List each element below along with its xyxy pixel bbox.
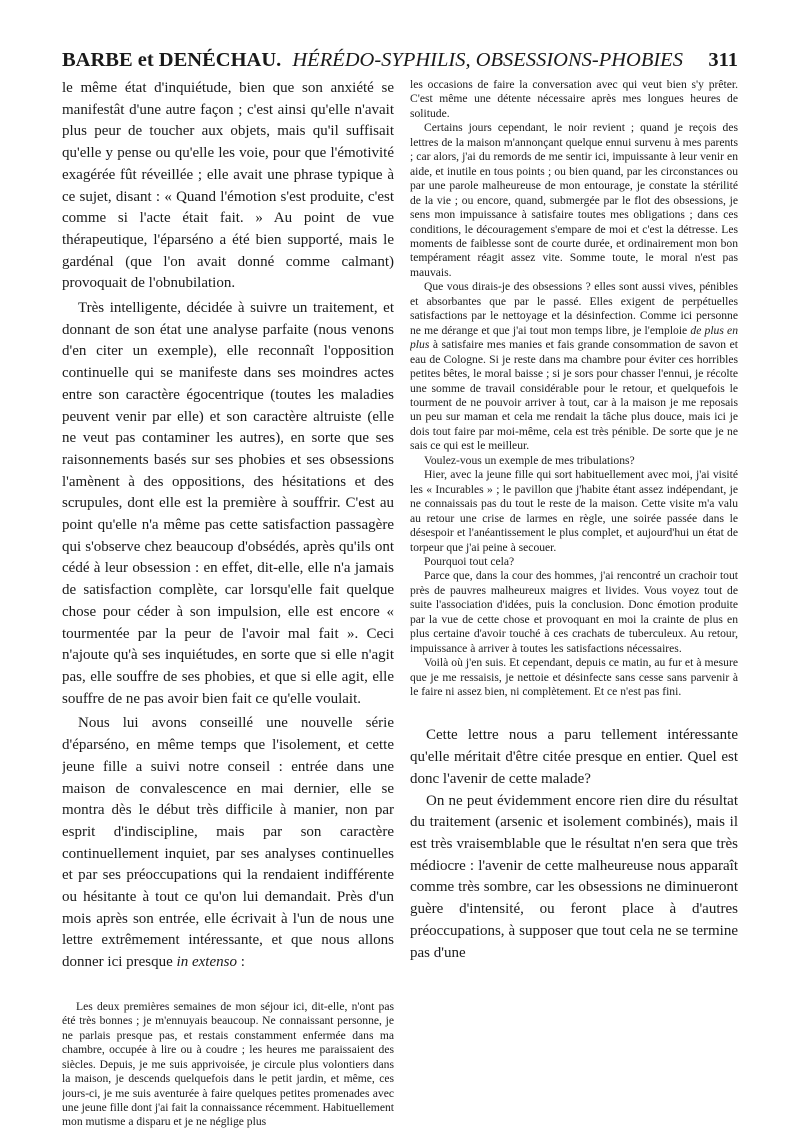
- letter-paragraph-3-end: à satisfaire mes manies et fais grande consommation de savon et eau de Cologne. Si je reste dans ma chambre pour éviter ces horribles petites bêtes, le moral baisse ; si je sors pour chasser l'ennui, je récolte une somme de travail considérable pour le retour, et quelquefois le tourment de ne pouvoir arriver à tout, car à la maison je me reposais un peu sur maman et cela me rendait la tâche plus douce, mais ici je dois tout faire par moi-même, cela est très pénible. De sorte que je ne sais ce qui est le meilleur.: [410, 338, 738, 453]
- body-paragraph-3-tail: :: [236, 954, 245, 971]
- letter-paragraph-2: Certains jours cependant, le noir revient ; quand je reçois des lettres de la maison m'annonçant quelque ennui survenu à mes parents ; car alors, j'ai du remords de me sentir ici, impuissante à leur venir en aide, et inutile en tous points ; ou bien quand, par les circonstances ou par une parole malheureuse de mon entourage, je constate la stérilité de la vie ; ou encore, quand, submergée par le flot des obsessions, je sens mon impuissance à satisfaire toutes mes obligations ; dans ces conditions, le découragement s'empare de moi et c'est la détresse. Les moments de faiblesse sont de courte durée, et ordinairement mon bon tempérament réagit assez vite. Somme toute, le moral n'est pas mauvais.: [410, 121, 738, 279]
- body-paragraph-4: Cette lettre nous a paru tellement intéressante qu'elle méritait d'être citée presque en entier. Quel est donc l'avenir de cette malade?: [410, 727, 738, 787]
- header-title: HÉRÉDO-SYPHILIS, OBSESSIONS-PHOBIES: [292, 49, 683, 71]
- body-paragraph-3-text: Nous lui avons conseillé une nouvelle série d'éparséno, en même temps que l'isolement, et cette jeune fille a suivi notre conseil : entrée dans une maison de convalescence en mai dernier, elle se montra dès le début très difficile à manier, non par esprit d'indiscipline, mais par son caractère continuellement inquiet, par ses analyses continuelles et par ses préoccupations qui la rendaient indifférente ou hésitante à tout ce qu'on lui demandait. Près d'un mois après son entrée, elle écrivait à l'un de nous une lettre extrêmement intéressante, et que nous allons donner ici presque: [62, 715, 394, 971]
- right-column: [410, 78, 738, 1140]
- body-paragraph-2: Très intelligente, décidée à suivre un traitement, et donnant de son état une analyse parfaite (nous venons d'en citer un exemple), elle reconnaît l'opposition continuelle qui se manifeste dans ses moindres actes entre son caractère égocentrique (toutes les maladies peuvent venir par elle) et son caractère altruiste (elle ne veut pas contaminer les autres), en sorte que ses raisonnements basés sur ses phobies et ses obsessions l'amènent à des oppositions, des hésitations et des scrupules, dont elle est la première à souffrir. C'est au point qu'elle n'a même pas cette satisfaction passagère qui s'observe chez beaucoup d'obsédés, après qu'ils ont cédé à leur obsession : en effet, dit-elle, elle n'a jamais de satisfaction complète, car lorsqu'elle fait quelque chose pour céder à son impulsion, elle est encore « tourmentée par la peur de l'avoir mal fait ». Ceci n'ajoute qu'à ses inquiétudes, en sorte que si elle n'agit pas, elle souffre de ses phobies, et que si elle agit, elle souffre de ne pas avoir bien fait ce qu'elle voulait.: [62, 300, 394, 707]
- body-paragraph-3: [62, 713, 394, 973]
- letter-paragraph-1: Les deux premières semaines de mon séjour ici, dit-elle, n'ont pas été très bonnes ; je m'ennuyais beaucoup. Ne connaissant personne, je ne parlais presque pas, et restais constamment enfermée dans ma chambre, occupée à lire ou à coudre ; les heures me paraissaient des siècles. Depuis, je me suis apprivoisée, je circule plus volontiers dans la maison, je descends quelquefois dans le petit jardin, et même, ces jours-ci, je me suis aventurée à faire quelques petites promenades avec une jeune fille dont j'ai fait la connaissance récemment. Habituellement mon mutisme a disparu et je ne néglige plus: [62, 999, 394, 1129]
- de-plus-en-plus-italic: de plus en plus: [410, 323, 738, 352]
- letter-paragraph-3: [410, 280, 738, 453]
- header-authors: BARBE et DENÉCHAU.: [62, 49, 282, 71]
- running-header: [62, 45, 738, 75]
- left-column: [62, 78, 394, 1140]
- page-number: 311: [708, 49, 738, 71]
- in-extenso-italic: in extenso: [176, 954, 237, 971]
- letter-paragraph-1-continued: les occasions de faire la conversation avec qui veut bien s'y prêter. C'est même une détente nécessaire après mes longues heures de solitude.: [410, 78, 738, 120]
- letter-paragraph-3-start: Que vous dirais-je des obsessions ? elles sont aussi vives, pénibles et absorbantes que par le passé. Elles exigent de perpétuelles satisfactions par le nettoyage et la désinfection. Comme ici personne ne me dérange et que j'ai tout mon temps libre, je l'emploie: [410, 280, 738, 337]
- body-paragraph-1: le même état d'inquiétude, bien que son anxiété se manifestât d'une autre façon ; c'est ainsi qu'elle n'avait plus peur de toucher aux objets, mais qu'il suffisait qu'elle y pense ou qu'elle les voie, pour que l'émotivité exagérée fût réveillée ; elle avait une phrase typique à ce sujet, disant : « Quand l'émotion s'est produite, c'est comme si l'acte était fait. » Au point de vue thérapeutique, l'éparséno a été bien supporté, mais le gardénal (que l'on avait donné comme calmant) provoquait de l'obnubilation.: [62, 80, 394, 292]
- letter-paragraph-7: Parce que, dans la cour des hommes, j'ai rencontré un crachoir tout près de pauvres malheureux maigres et livides. Vous voyez tout de suite l'association d'idées, puis la conclusion. Donc émotion produite par la vue de cette chose et provoquant en moi la crainte de plus en plus certaine d'avoir touché à ces crachats de tuberculeux. Au retour, impuissance à arriver à toutes les satisfactions nécessaires.: [410, 569, 738, 655]
- letter-paragraph-4: Voulez-vous un exemple de mes tribulations?: [424, 453, 635, 467]
- letter-paragraph-6: Pourquoi tout cela?: [424, 554, 515, 568]
- letter-paragraph-5: Hier, avec la jeune fille qui sort habituellement avec moi, j'ai visité les « Incurables » ; le pavillon que j'habite étant assez indépendant, je ne connaissais pas du tout le reste de la maison. Cette visite m'a valu au retour une crise de larmes en règle, une soirée passée dans le désespoir et l'anéantissement le plus complet, et aujourd'hui un état de torpeur que j'ai peine à secouer.: [410, 468, 738, 554]
- letter-paragraph-8: Voilà où j'en suis. Et cependant, depuis ce matin, au fur et à mesure que je me ressaisis, je nettoie et désinfecte sans cesse sans parvenir à le faire ni assez bien, ni complètement. Et ce n'est pas fini.: [410, 656, 738, 699]
- body-paragraph-5: On ne peut évidemment encore rien dire du résultat du traitement (arsenic et isolement combinés), mais il est très vraisemblable que le résultat n'en sera que très médiocre : l'avenir de cette malheureuse nous apparaît comme très sombre, car les obsessions ne diminueront guère d'intensité, ou feront place à d'autres préoccupations, à supposer que tout cela ne se termine pas d'une: [410, 792, 738, 961]
